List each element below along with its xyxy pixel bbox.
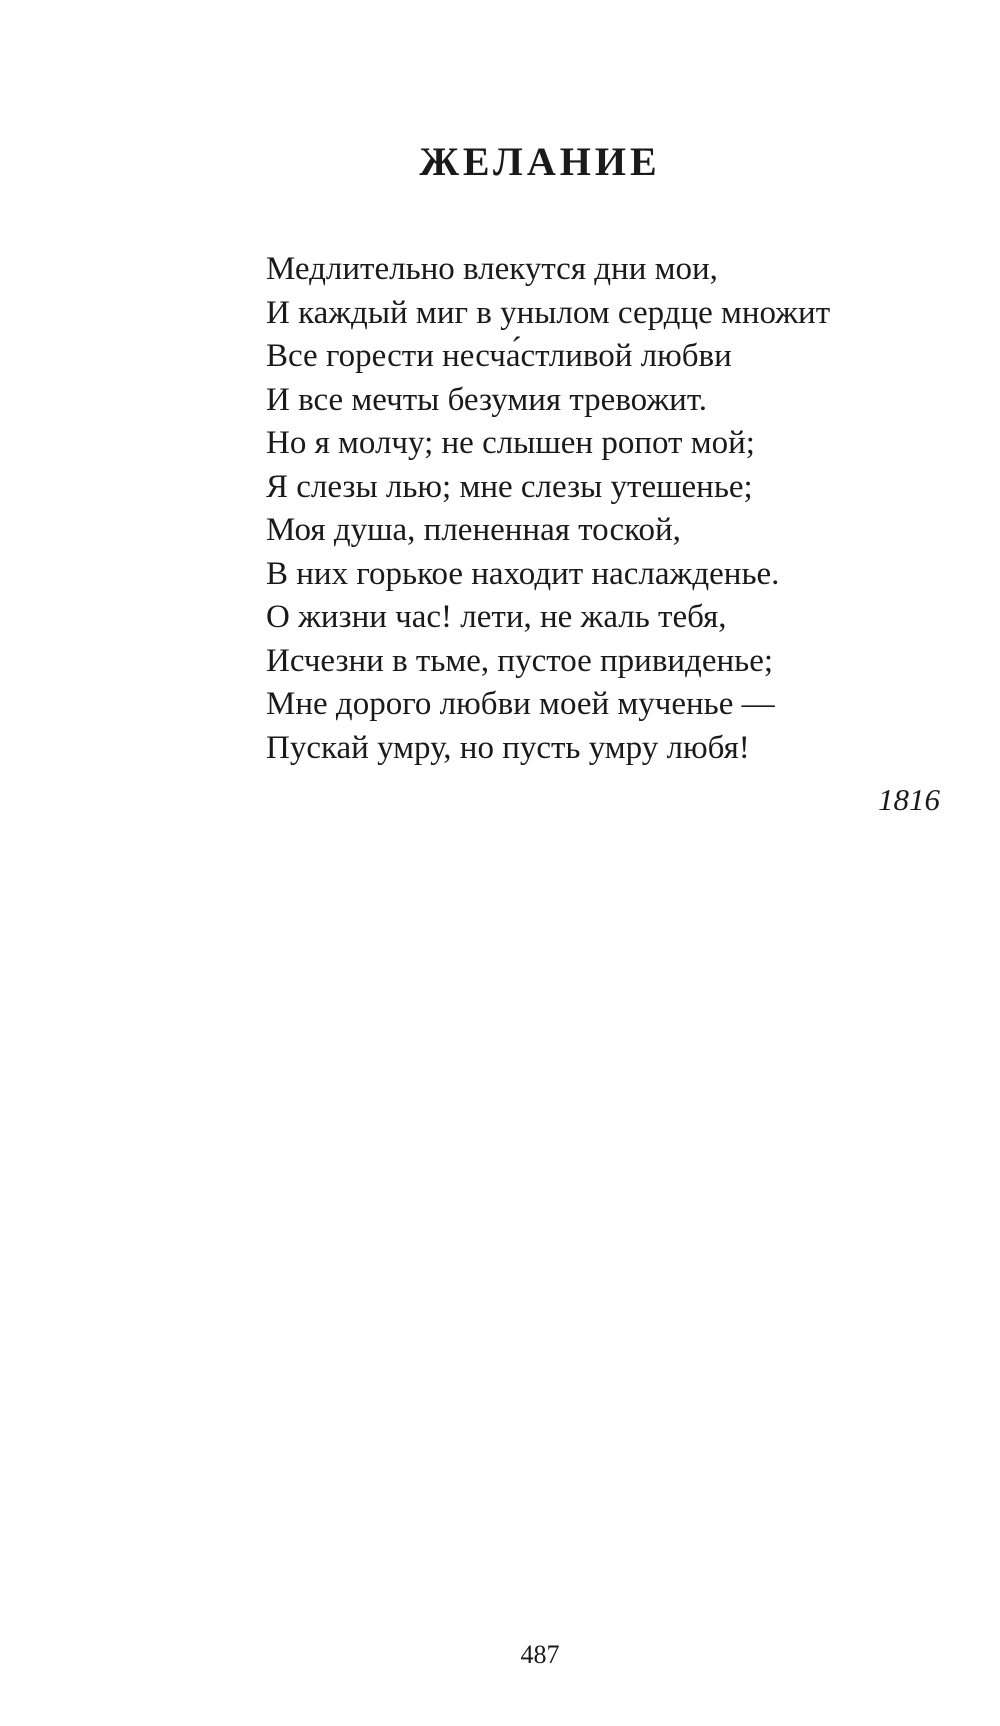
poem-title: ЖЕЛАНИЕ (419, 139, 661, 184)
poem-line: Все горести несча́стливой любви (266, 338, 732, 374)
poem-date: 1816 (878, 782, 940, 817)
poem-line: В них горькое находит наслажденье. (266, 555, 780, 592)
poem-line: И каждый миг в унылом сердце множит (266, 294, 831, 331)
poem-line: Я слезы лью; мне слезы утешенье; (266, 468, 753, 505)
poem-line: Моя душа, плененная тоской, (266, 512, 681, 548)
poem-line: Пускай умру, но пусть умру любя! (266, 729, 750, 766)
poem-line: Мне дорого любви моей мученье — (266, 686, 775, 722)
poem-line: О жизни час! лети, не жаль тебя, (266, 599, 727, 635)
poem-stanza (266, 248, 830, 770)
poem-line: Исчезни в тьме, пустое привиденье; (266, 642, 774, 679)
page-number: 487 (520, 1640, 560, 1669)
poem-line: И все мечты безумия тревожит. (266, 381, 708, 418)
poem-line: Но я молчу; не слышен ропот мой; (266, 425, 755, 461)
poem-line: Медлительно влекутся дни мои, (266, 251, 718, 287)
